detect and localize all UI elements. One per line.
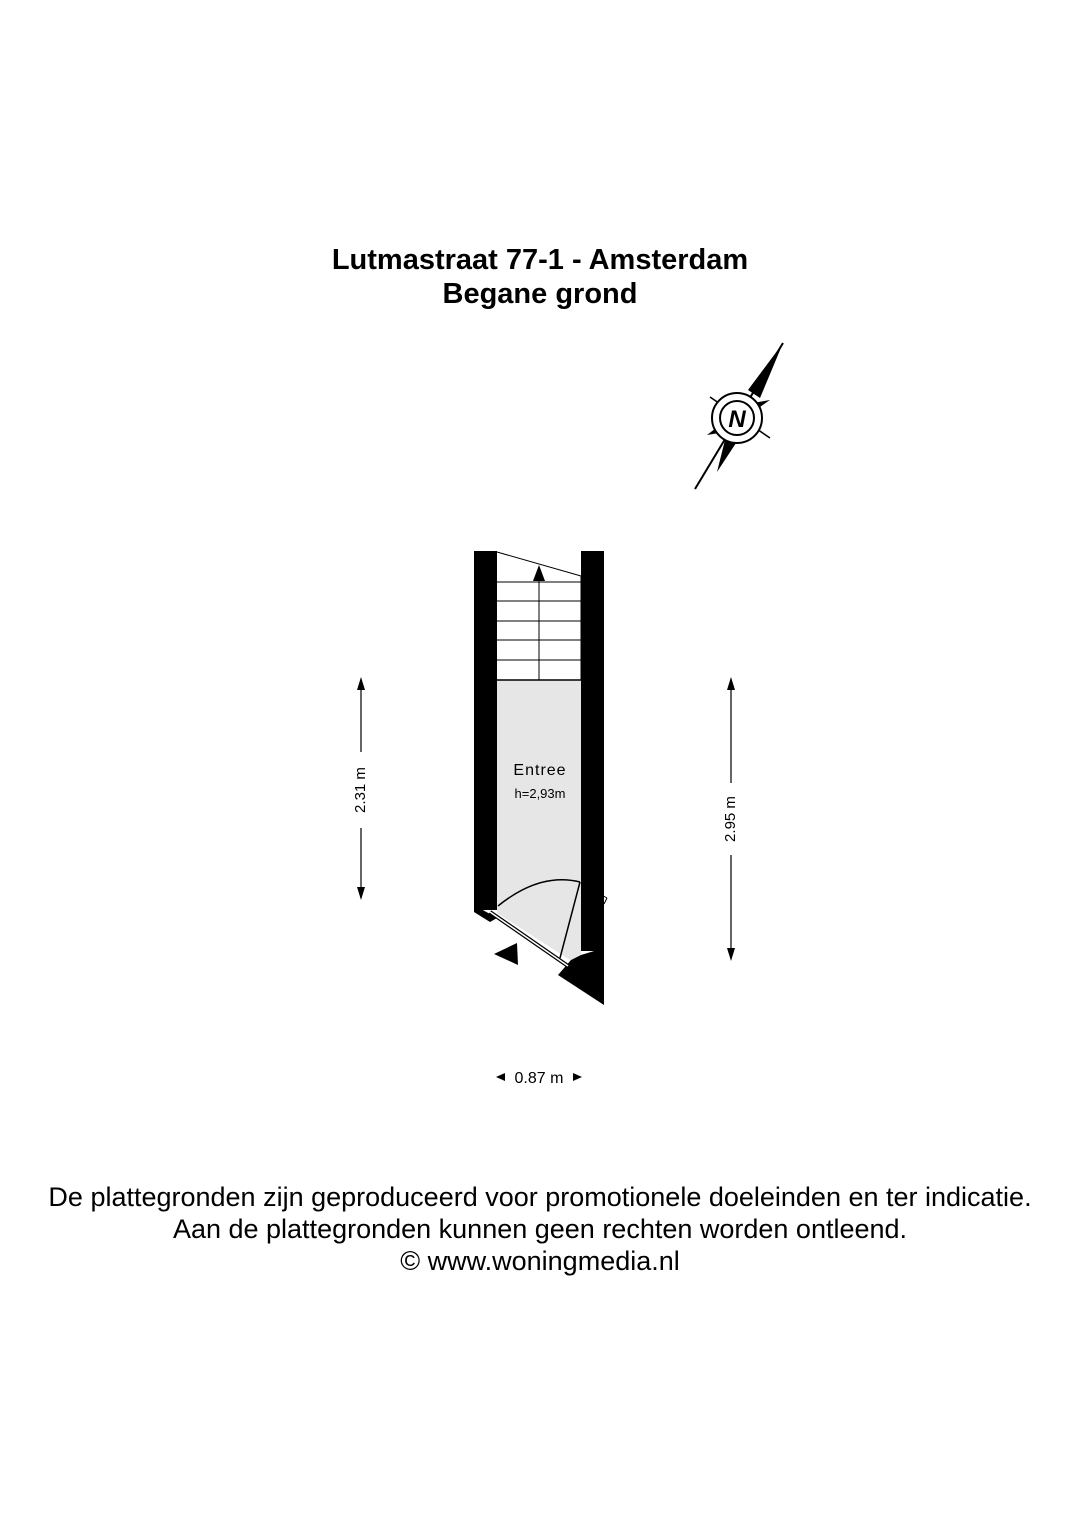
copyright-line: © www.woningmedia.nl [400,1246,680,1276]
dimension-right-label: 2.95 m [721,796,739,842]
dimension-bottom [496,1070,582,1087]
floor-name-title: Begane grond [442,278,638,310]
dimension-bottom-label: 0.87 m [514,1070,564,1087]
room-name-entree: Entree [513,762,567,779]
room-height-entree: h=2,93m [514,786,566,801]
entrance-arrow-icon [494,943,518,965]
compass-north-icon [695,343,783,489]
entree-room-floor [497,680,581,960]
plan-address-title: Lutmastraat 77-1 - Amsterdam [331,244,749,276]
dimension-right [722,677,739,961]
dimension-left-label: 2.31 m [351,767,369,813]
disclaimer-line-2: Aan de plattegronden kunnen geen rechten worden ontleend. [172,1214,908,1244]
compass-label: N [728,406,746,433]
disclaimer-line-1: De plattegronden zijn geproduceerd voor promotionele doeleinden en ter indicatie. [48,1182,1032,1212]
dimension-left [352,677,369,900]
